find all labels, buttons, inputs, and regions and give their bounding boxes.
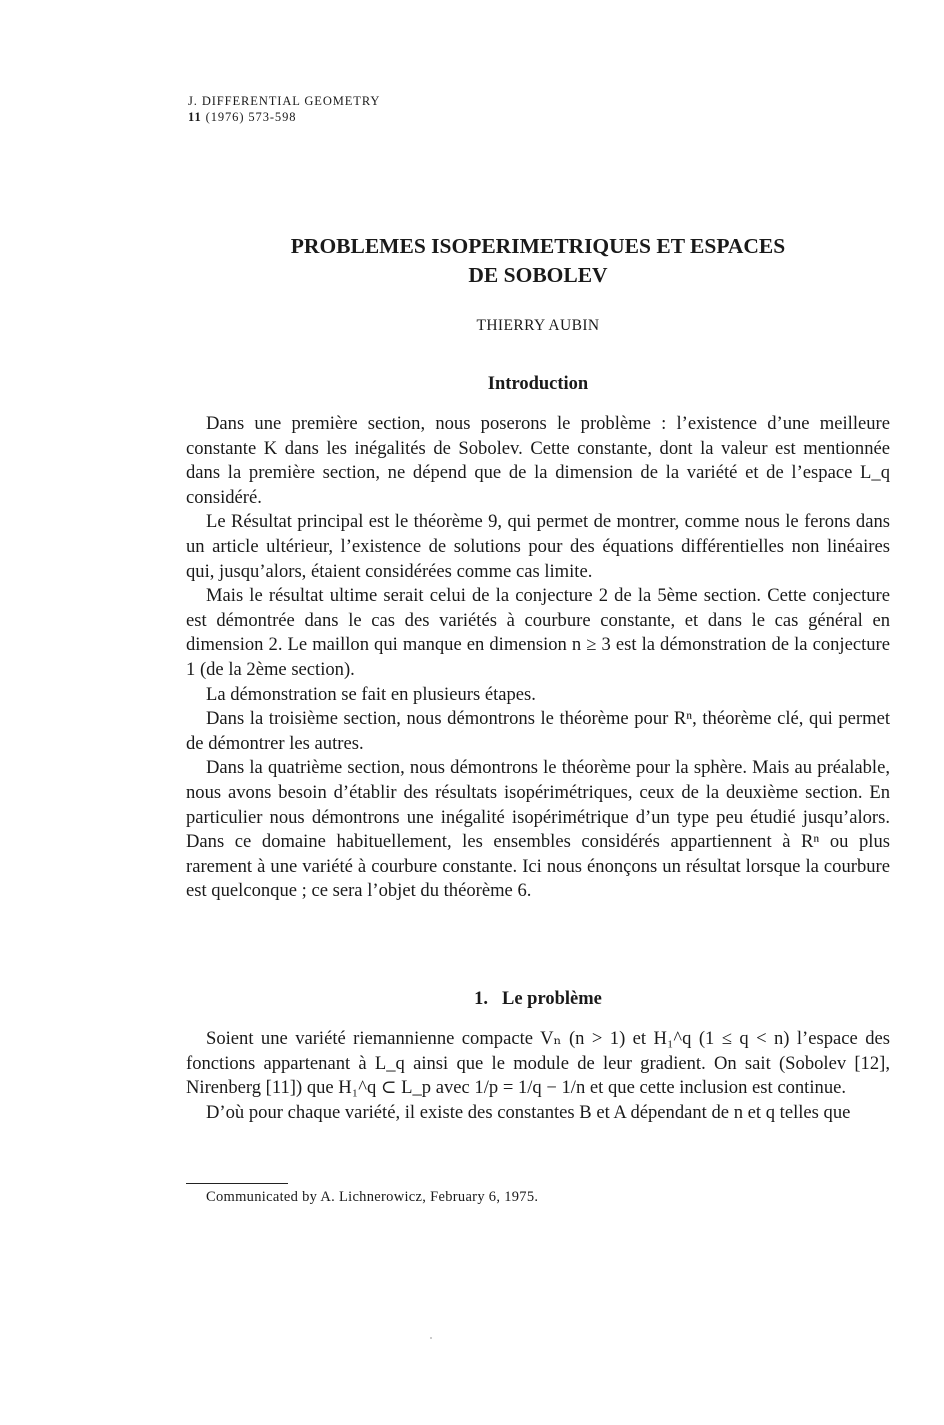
journal-year-pages: (1976) 573-598 bbox=[205, 110, 297, 124]
section-1-heading bbox=[188, 989, 888, 1010]
introduction-heading: Introduction bbox=[487, 374, 589, 394]
journal-header bbox=[188, 93, 380, 125]
intro-paragraph: Dans la troisième section, nous démontrons le théorème pour Rⁿ, théorème clé, qui permet de démontrer les autres. bbox=[186, 708, 890, 754]
journal-volume: 11 bbox=[188, 110, 202, 124]
introduction-body bbox=[186, 412, 890, 904]
scan-speck bbox=[430, 1337, 432, 1339]
title-line-1: PROBLEMES ISOPERIMETRIQUES ET ESPACES bbox=[290, 234, 786, 258]
journal-name: J. DIFFERENTIAL GEOMETRY bbox=[188, 94, 381, 108]
title-line-2: DE SOBOLEV bbox=[468, 263, 608, 287]
intro-paragraph: La démonstration se fait en plusieurs étapes. bbox=[206, 683, 536, 705]
intro-paragraph: Le Résultat principal est le théorème 9, qui permet de montrer, comme nous le ferons dans un article ultérieur, l’existence de solutions pour des équations différentielles non linéaires qui, jusqu’alors, étaient considérées comme cas limite. bbox=[186, 511, 890, 582]
footnote-rule bbox=[186, 1183, 288, 1184]
footnote: Communicated by A. Lichnerowicz, February 6, 1975. bbox=[206, 1189, 539, 1205]
journal-volume-line bbox=[188, 109, 380, 125]
paper-title bbox=[188, 232, 888, 290]
intro-paragraph: Dans la quatrième section, nous démontrons le théorème pour la sphère. Mais au préalable, nous avons besoin d’établir des résultats isopérimétriques, ceux de la deuxième section. En particulier nous démontrons une inégalité isopérimétrique d’un type peu étudié jusqu’alors. Dans ce domaine habituellement, les ensembles considérés appartiennent à Rⁿ ou plus rarement à une variété à courbure constante. Ici nous énonçons un résultat lorsque la courbure est quelconque ; ce sera l’objet du théorème 6. bbox=[186, 757, 890, 902]
section-1-paragraph: Soient une variété riemannienne compacte Vₙ (n > 1) et H₁^q (1 ≤ q < n) l’espace des fonctions appartenant à L_q ainsi que le module de leur gradient. On sait (Sobolev [12], Nirenberg [11]) que H₁^q ⊂ L_p avec 1/p = 1/q − 1/n et que cette inclusion est continue. bbox=[186, 1028, 890, 1099]
intro-paragraph: Dans une première section, nous poserons le problème : l’existence d’une meilleure constante K dans les inégalités de Sobolev. Cette constante, dont la valeur est mentionnée dans la première section, ne dépend que de la dimension de la variété et de l’espace L_q considéré. bbox=[186, 413, 890, 508]
section-1-paragraph: D’où pour chaque variété, il existe des constantes B et A dépendant de n et q telles que bbox=[206, 1101, 851, 1123]
intro-paragraph: Mais le résultat ultime serait celui de la conjecture 2 de la 5ème section. Cette conjecture est démontrée dans le cas des variétés à courbure constante, et dans le cas général en dimension 2. Le maillon qui manque en dimension n ≥ 3 est la démonstration de la conjecture 1 (de la 2ème section). bbox=[186, 585, 890, 680]
author-name: THIERRY AUBIN bbox=[476, 317, 600, 334]
section-1-number: 1. bbox=[474, 989, 488, 1009]
section-1-body bbox=[186, 1027, 890, 1125]
section-1-title: Le problème bbox=[502, 989, 602, 1009]
